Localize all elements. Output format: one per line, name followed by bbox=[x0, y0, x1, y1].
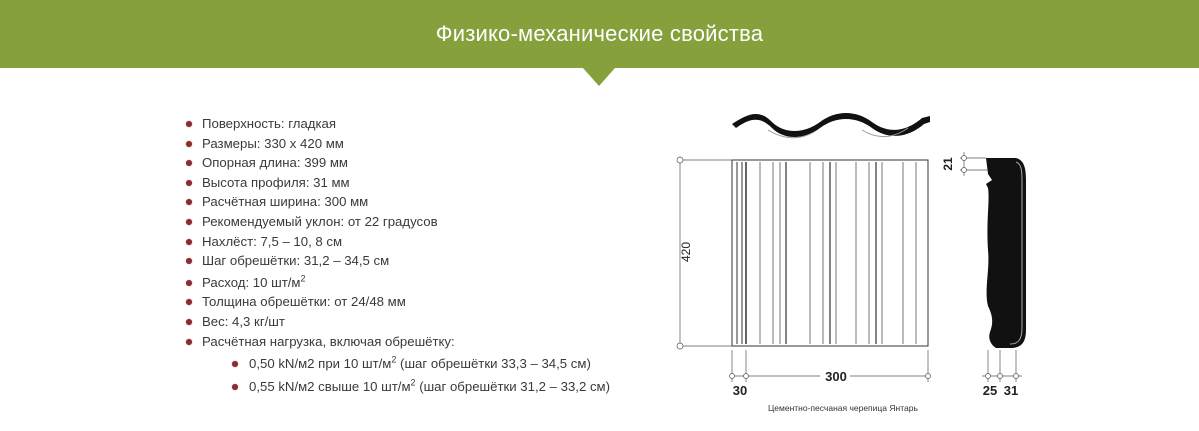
property-item: Расчётная нагрузка, включая обрешётку: 0,50 kN/м2 при 10 $шт/м^2$ (шаг обрешётки 33,3 – 34,5 см) 0,55 kN/м2 свыше 10 $шт/м^2$ (шаг обрешётки 31,2 – 33,2 см) bbox=[186, 332, 610, 397]
width-label: 300 bbox=[825, 369, 847, 384]
bullet-icon bbox=[186, 219, 192, 225]
banner-pointer bbox=[583, 68, 615, 86]
property-item: Рекомендуемый уклон: от 22 градусов bbox=[186, 212, 610, 232]
load-item: 0,55 kN/м2 свыше 10 $шт/м^2$ (шаг обрешётки 31,2 – 33,2 см) bbox=[232, 377, 610, 397]
property-item: Вес: 4,3 кг/шт bbox=[186, 312, 610, 332]
load-item: 0,50 kN/м2 при 10 $шт/м^2$ (шаг обрешётки 33,3 – 34,5 см) bbox=[232, 354, 610, 374]
height-dimension bbox=[677, 157, 732, 349]
section-title: Физико-механические свойства bbox=[435, 21, 764, 46]
bullet-icon bbox=[186, 199, 192, 205]
width-dimension bbox=[730, 350, 931, 398]
property-item: Высота профиля: 31 мм bbox=[186, 173, 610, 193]
bullet-icon bbox=[186, 141, 192, 147]
bullet-icon bbox=[186, 121, 192, 127]
section-banner bbox=[0, 0, 1199, 68]
tile-side-profile bbox=[941, 152, 1026, 398]
property-item: Расчётная ширина: 300 мм bbox=[186, 192, 610, 212]
profile-a-label: 25 bbox=[982, 383, 998, 398]
property-item: Нахлёст: 7,5 – 10, 8 см bbox=[186, 232, 610, 252]
property-item: Толщина обрешётки: от 24/48 мм bbox=[186, 292, 610, 312]
bullet-icon bbox=[186, 160, 192, 166]
profile-top-label: 21 bbox=[941, 157, 955, 171]
bullet-icon bbox=[186, 339, 192, 345]
profile-b-label: 31 bbox=[1003, 383, 1019, 398]
left-offset-label: 30 bbox=[732, 383, 748, 398]
tile-cross-section bbox=[732, 113, 930, 138]
tile-drawing bbox=[660, 100, 1060, 420]
bullet-icon bbox=[186, 258, 192, 264]
bullet-icon bbox=[186, 180, 192, 186]
height-label: 420 bbox=[679, 241, 693, 263]
bullet-icon bbox=[232, 384, 238, 390]
property-item: Шаг обрешётки: 31,2 – 34,5 см bbox=[186, 251, 610, 271]
property-item: Опорная длина: 399 мм bbox=[186, 153, 610, 173]
bullet-icon bbox=[186, 319, 192, 325]
property-item: Размеры: 330 х 420 мм bbox=[186, 134, 610, 154]
drawing-caption: Цементно-песчаная черепица Янтарь bbox=[768, 403, 918, 413]
property-item: Поверхность: гладкая bbox=[186, 114, 610, 134]
bullet-icon bbox=[186, 299, 192, 305]
load-sublist bbox=[202, 354, 610, 396]
bullet-icon bbox=[186, 280, 192, 286]
properties-list bbox=[186, 114, 610, 396]
tile-front-view bbox=[732, 160, 928, 346]
bullet-icon bbox=[232, 361, 238, 367]
bullet-icon bbox=[186, 239, 192, 245]
property-item: Расход: 10 $шт/м^2$ bbox=[186, 273, 610, 293]
